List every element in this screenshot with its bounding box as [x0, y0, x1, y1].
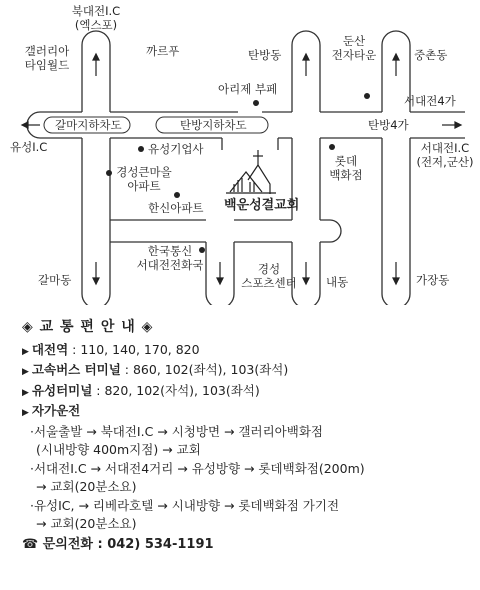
phone-contact: ☎ 문의전화 : 042) 534-1191 [22, 536, 214, 552]
dot-marker-icon [138, 146, 144, 152]
phone-icon: ☎ [22, 536, 39, 552]
label-tanbang4: 탄방4가 [368, 118, 409, 132]
church-icon [226, 150, 276, 194]
info-item: ▶ 자가운전 [22, 403, 81, 418]
dot-marker-icon [364, 93, 370, 99]
label-dunsan: 둔산 전자타운 [331, 34, 377, 62]
label-sports-center: 경성 스포츠센터 [241, 262, 297, 290]
info-item: ▶ 유성터미널 : 820, 102(자석), 103(좌석) [22, 382, 260, 398]
label-nae-dong: 내동 [326, 275, 349, 289]
label-gajang-dong: 가장동 [416, 273, 450, 287]
label-galma-underpass: 갈마지하차도 [55, 118, 122, 132]
label-north-ic: 북대전I.C (엑스포) [71, 4, 121, 32]
driving-route: ·서대전I.C → 서대전4거리 → 유성방향 → 롯데백화점(200m) [30, 460, 365, 476]
label-galma-dong: 갈마동 [38, 273, 72, 287]
label-tanbang-dong: 탄방동 [248, 48, 282, 62]
triangle-bullet-icon: ▶ [22, 408, 29, 418]
triangle-bullet-icon: ▶ [22, 387, 29, 398]
triangle-bullet-icon: ▶ [22, 367, 29, 377]
info-item: ▶ 대전역 : 110, 140, 170, 820 [22, 341, 200, 357]
label-tanbang-underpass: 탄방지하차도 [180, 118, 247, 132]
driving-route: → 교회(20분소요) [36, 479, 137, 494]
dot-marker-icon [329, 144, 335, 150]
driving-route: (시내방향 400m지점) → 교회 [36, 442, 201, 457]
info-item: ▶ 고속버스 터미널 : 860, 102(좌석), 103(좌석) [22, 362, 289, 377]
triangle-bullet-icon: ▶ [22, 346, 29, 357]
label-church: 백운성결교회 [224, 198, 300, 213]
label-gyeongseong-apt: 경성큰마을 아파트 [116, 165, 172, 193]
label-kt: 한국통신 서대전전화국 [136, 244, 204, 272]
label-jungchon: 중촌동 [414, 48, 448, 62]
label-galleria: 갤러리아 타임월드 [24, 44, 70, 72]
label-yuseong-company: 유성기업사 [148, 142, 204, 156]
transport-info [22, 318, 472, 554]
driving-route: ·유성IC, → 리베라호텔 → 시내방향 → 롯데백화점 가기전 [30, 497, 340, 513]
info-heading: ◈ 교 통 편 안 내 ◈ [22, 319, 154, 335]
label-lotte: 롯데 백화점 [329, 154, 363, 182]
label-hanshin-apt: 한신아파트 [148, 201, 204, 215]
label-seodaejeon4: 서대전4가 [404, 94, 456, 108]
label-seodaejeon-ic: 서대전I.C (전저,군산) [416, 141, 474, 169]
dot-marker-icon [253, 100, 259, 106]
driving-route: ·서울출발 → 북대전I.C → 시청방면 → 갤러리아백화점 [30, 423, 323, 439]
label-yuseong-ic: 유성I.C [10, 140, 48, 154]
driving-route: → 교회(20분소요) [36, 516, 137, 531]
label-kkareupu: 까르푸 [146, 44, 180, 58]
label-arije: 아리제 부페 [218, 82, 278, 96]
